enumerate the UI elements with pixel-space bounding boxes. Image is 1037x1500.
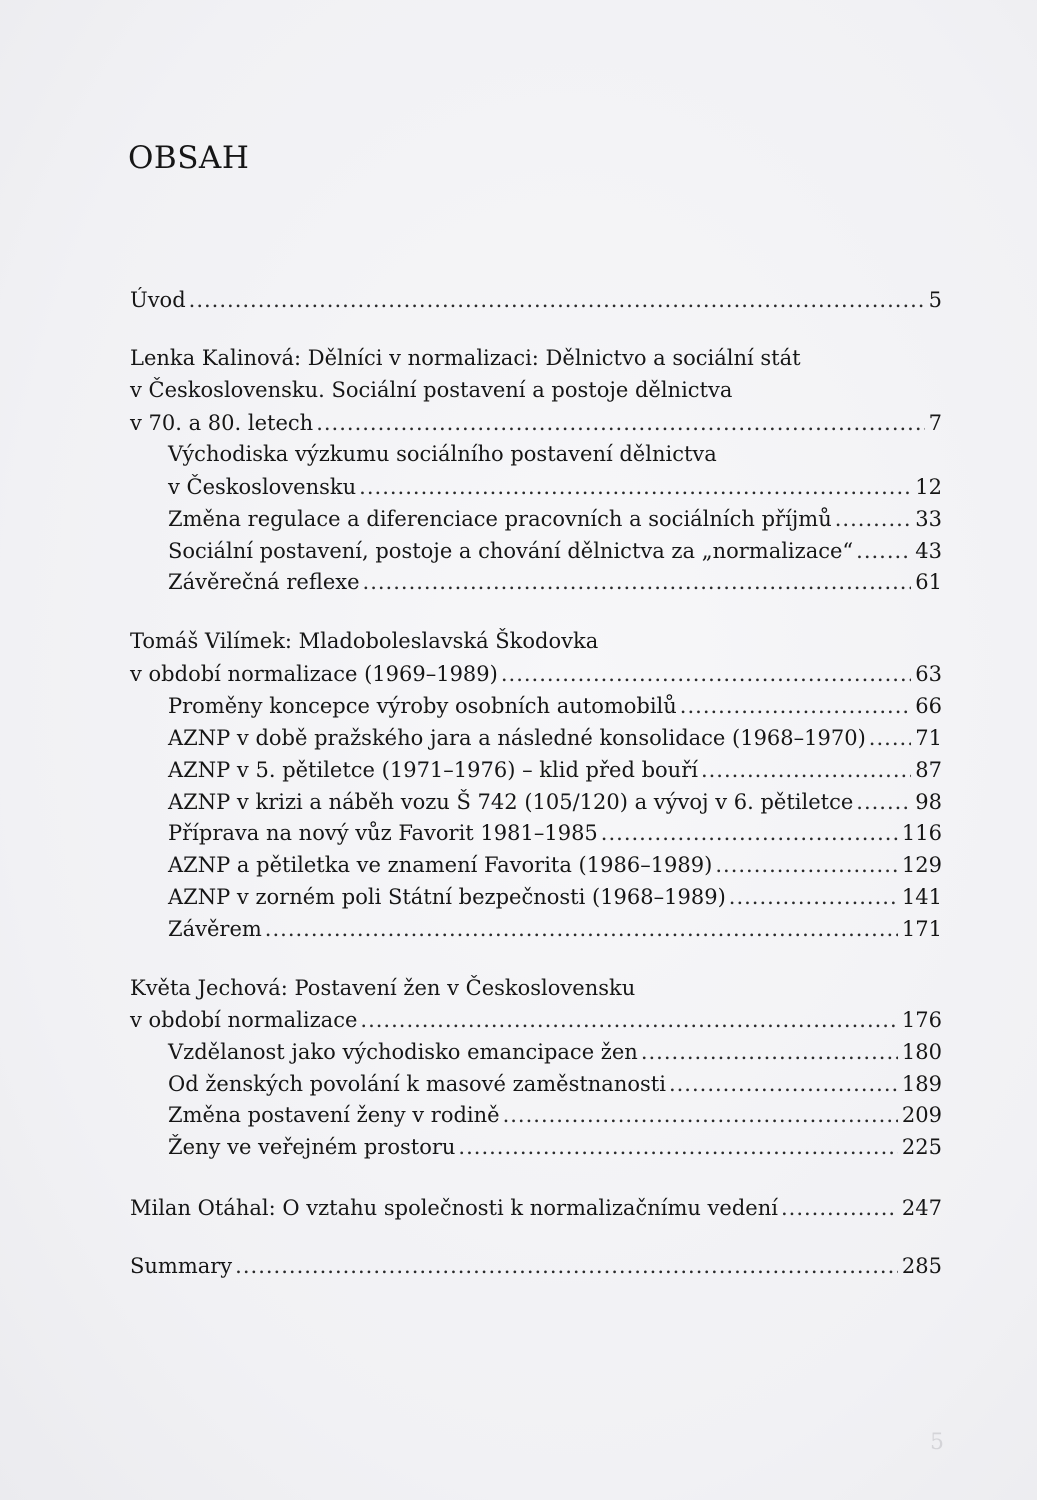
toc-subentry	[168, 913, 942, 945]
bleed-through-page-number: 5	[930, 1430, 944, 1455]
toc-entry-title: Sociální postavení, postoje a chování dělnictva za „normalizace“	[168, 539, 854, 563]
toc-subentry	[168, 1068, 942, 1100]
toc-entry-title: Závěrečná reflexe	[168, 570, 360, 594]
toc-page-number: 171	[901, 917, 942, 941]
toc-entry-title: Ženy ve veřejném prostoru	[168, 1135, 456, 1159]
toc-page-number: 225	[901, 1135, 942, 1159]
toc-page-number: 63	[915, 662, 942, 686]
toc-entry-title: v 70. a 80. letech	[130, 411, 314, 435]
section-title-line: Tomáš Vilímek: Mladoboleslavská Škodovka	[130, 629, 599, 653]
toc-page-number: 141	[901, 885, 942, 909]
dot-leader	[189, 284, 925, 316]
dot-leader	[363, 566, 912, 598]
dot-leader	[458, 1131, 897, 1163]
toc-subentry	[168, 849, 942, 881]
toc-page-number: 87	[915, 758, 942, 782]
toc-page-number: 43	[915, 539, 942, 563]
toc-entry-title: Změna postavení ženy v rodině	[168, 1103, 500, 1127]
section-title-line: Květa Jechová: Postavení žen v Československu	[130, 976, 636, 1000]
toc-page-number: 33	[915, 507, 942, 531]
dot-leader	[501, 658, 911, 690]
dot-leader	[265, 913, 898, 945]
dot-leader	[359, 471, 911, 503]
toc-entry-section-3	[130, 1004, 942, 1036]
dot-leader	[641, 1036, 898, 1068]
toc-subentry	[168, 1131, 942, 1163]
toc-entry-title: Vzdělanost jako východisko emancipace žen	[168, 1040, 638, 1064]
toc-page-number: 61	[915, 570, 942, 594]
toc-entry-title: Závěrem	[168, 917, 262, 941]
toc-page-number: 5	[928, 288, 942, 312]
toc-entry-title: v Československu	[168, 475, 357, 499]
toc-entry-title: Summary	[130, 1254, 233, 1278]
toc-entry-section-4	[130, 1192, 942, 1224]
toc-entry-title: AZNP v krizi a náběh vozu Š 742 (105/120) a vývoj v 6. pětiletce	[168, 790, 854, 814]
toc-entry-title: AZNP v 5. pětiletce (1971–1976) – klid před bouří	[168, 758, 698, 782]
toc-subentry	[168, 722, 942, 754]
toc-subentry	[168, 535, 942, 567]
toc-subentry	[168, 471, 942, 503]
toc-page-number: 180	[901, 1040, 942, 1064]
toc-subentry	[168, 817, 942, 849]
toc-subentry	[168, 1036, 942, 1068]
toc-entry-title: Proměny koncepce výroby osobních automobilů	[168, 694, 677, 718]
toc-entry-title: v období normalizace	[130, 1008, 358, 1032]
toc-subentry	[168, 566, 942, 598]
toc-page-number: 116	[901, 821, 942, 845]
toc-entry-title: Úvod	[130, 288, 186, 312]
toc-subentry	[168, 503, 942, 535]
toc-page-number: 209	[901, 1103, 942, 1127]
toc-page-number: 176	[901, 1008, 942, 1032]
dot-leader	[781, 1192, 898, 1224]
table-of-contents	[130, 0, 942, 1500]
toc-page-number: 285	[901, 1254, 942, 1278]
toc-page-number: 7	[928, 411, 942, 435]
toc-page-number: 66	[915, 694, 942, 718]
dot-leader	[835, 503, 912, 535]
toc-page-number: 129	[901, 853, 942, 877]
toc-page-number: 98	[915, 790, 942, 814]
dot-leader	[601, 817, 898, 849]
toc-entry-uvod	[130, 284, 942, 316]
dot-leader	[856, 786, 911, 818]
toc-entry-title: AZNP v zorném poli Státní bezpečnosti (1968–1989)	[168, 885, 726, 909]
toc-page-number: 247	[901, 1196, 942, 1220]
toc-subentry-title-line: Východiska výzkumu sociálního postavení dělnictva	[168, 442, 717, 466]
dot-leader	[680, 690, 911, 722]
toc-page-number: 71	[915, 726, 942, 750]
toc-entry-title: Milan Otáhal: O vztahu společnosti k normalizačnímu vedení	[130, 1196, 778, 1220]
toc-subentry	[168, 881, 942, 913]
contents-heading: OBSAH	[128, 140, 250, 176]
dot-leader	[701, 754, 911, 786]
dot-leader	[669, 1068, 898, 1100]
toc-subentry	[168, 1099, 942, 1131]
toc-entry-title: v období normalizace (1969–1989)	[130, 662, 498, 686]
toc-entry-section-2	[130, 658, 942, 690]
dot-leader	[729, 881, 898, 913]
toc-entry-title: Změna regulace a diferenciace pracovních a sociálních příjmů	[168, 507, 832, 531]
toc-entry-title: Od ženských povolání k masové zaměstnanosti	[168, 1072, 666, 1096]
toc-entry-summary	[130, 1250, 942, 1282]
dot-leader	[869, 722, 911, 754]
dot-leader	[856, 535, 911, 567]
dot-leader	[360, 1004, 898, 1036]
section-title-line: Lenka Kalinová: Dělníci v normalizaci: Dělnictvo a sociální stát	[130, 346, 801, 370]
toc-entry-title: AZNP v době pražského jara a následné konsolidace (1968–1970)	[168, 726, 866, 750]
toc-entry-title: Příprava na nový vůz Favorit 1981–1985	[168, 821, 598, 845]
section-title-line: v Československu. Sociální postavení a postoje dělnictva	[130, 378, 733, 402]
toc-page-number: 12	[915, 475, 942, 499]
toc-page-number: 189	[901, 1072, 942, 1096]
toc-subentry	[168, 786, 942, 818]
toc-subentry	[168, 690, 942, 722]
toc-subentry	[168, 754, 942, 786]
dot-leader	[503, 1099, 898, 1131]
toc-entry-title: AZNP a pětiletka ve znamení Favorita (1986–1989)	[168, 853, 713, 877]
toc-entry-section-1	[130, 407, 942, 439]
dot-leader	[316, 407, 924, 439]
dot-leader	[715, 849, 898, 881]
dot-leader	[235, 1250, 898, 1282]
